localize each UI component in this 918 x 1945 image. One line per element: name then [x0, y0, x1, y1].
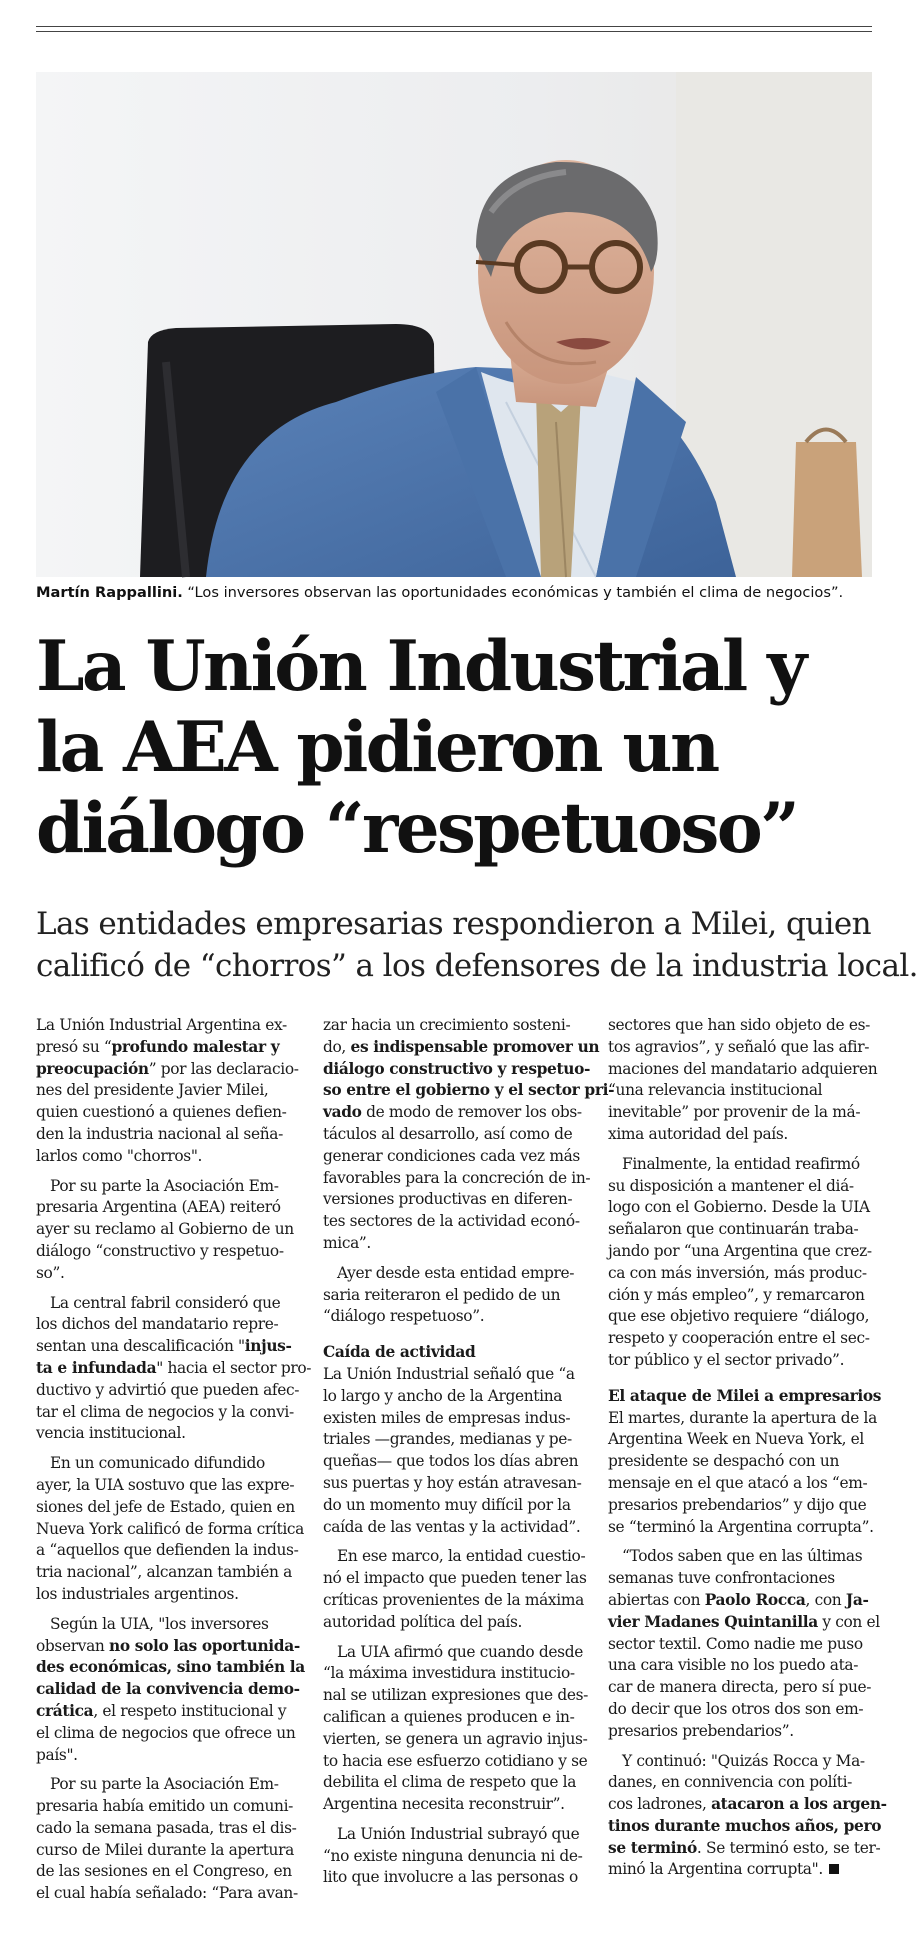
- text-run: autoridad política del país.: [323, 1612, 523, 1631]
- bold-text: ta e infundada: [36, 1358, 157, 1377]
- text-run: presaria había emitido un comuni-: [36, 1797, 294, 1816]
- body-text-line: [36, 1679, 298, 1701]
- text-run: de las sesiones en el Congreso, en: [36, 1862, 292, 1881]
- text-run: tar el clima de negocios y la convi-: [36, 1402, 294, 1421]
- body-text-line: [36, 1614, 298, 1636]
- subheadline: [36, 903, 918, 987]
- body-text-line: [36, 1423, 298, 1445]
- text-run: En ese marco, la entidad cuestio-: [337, 1547, 586, 1566]
- text-run: logo con el Gobierno. Desde la UIA: [608, 1198, 870, 1217]
- body-text-line: [608, 1102, 870, 1124]
- body-text-line: [36, 1519, 304, 1541]
- body-text-line: [608, 1546, 870, 1568]
- body-text-line: [608, 1634, 870, 1656]
- text-run: nó el impacto que pueden tener las: [323, 1569, 587, 1588]
- text-run: que ese objetivo requiere “diálogo,: [608, 1307, 870, 1326]
- body-text-line: [323, 1233, 585, 1255]
- body-text-line: [36, 1584, 298, 1606]
- body-text-line: [608, 1408, 877, 1430]
- body-text-line: [36, 1453, 298, 1475]
- text-run: caída de las ventas y la actividad”.: [323, 1517, 581, 1536]
- bold-text: profundo malestar y: [111, 1037, 280, 1056]
- bold-text: se terminó: [608, 1838, 697, 1857]
- text-run: respeto y cooperación entre el sec-: [608, 1329, 870, 1348]
- text-run: cos ladrones,: [608, 1795, 712, 1814]
- body-text-line: [608, 1568, 870, 1590]
- body-text-line: [36, 1861, 298, 1883]
- end-of-article-mark-icon: [829, 1864, 839, 1874]
- body-text-line: [608, 1429, 870, 1451]
- body-text-line: [36, 1636, 298, 1658]
- body-text-line: [323, 1772, 585, 1794]
- body-text-line: [323, 1729, 588, 1751]
- body-text-line: [36, 1102, 298, 1124]
- bold-text: vado: [323, 1103, 362, 1122]
- body-text-line: [36, 1080, 298, 1102]
- text-run: los industriales argentinos.: [36, 1584, 239, 1603]
- body-column-3: [608, 1015, 887, 1881]
- text-run: , el respeto institucional y: [93, 1701, 287, 1720]
- body-text-line: [608, 1241, 870, 1263]
- body-text-line: [608, 1350, 870, 1372]
- body-text-line: [323, 1059, 591, 1081]
- text-run: " hacia el sector pro-: [156, 1358, 312, 1377]
- body-text-line: [608, 1037, 870, 1059]
- text-run: zar hacia un crecimiento sosteni-: [323, 1016, 571, 1034]
- bold-text: crática: [36, 1701, 94, 1720]
- body-text-line: [323, 1590, 585, 1612]
- portrait-photo-icon: [36, 72, 872, 577]
- body-text-line: [323, 1867, 585, 1889]
- text-run: La Unión Industrial subrayó que: [337, 1824, 580, 1843]
- text-run: Ayer desde esta entidad empre-: [337, 1263, 575, 1282]
- text-run: “la máxima investidura institucio-: [323, 1664, 575, 1683]
- body-column-1: [36, 1015, 312, 1905]
- body-text-line: [36, 1840, 298, 1862]
- body-text-line: [323, 1386, 585, 1408]
- body-text-line: [323, 1306, 585, 1328]
- text-run: Según la UIA, "los inversores: [50, 1614, 269, 1633]
- body-text-line: [36, 1497, 298, 1519]
- body-text-line: [323, 1285, 585, 1307]
- text-run: generar condiciones cada vez más: [323, 1146, 580, 1165]
- body-text-line: [323, 1429, 585, 1451]
- body-text-line: [608, 1772, 870, 1794]
- text-run: “una relevancia institucional: [608, 1081, 823, 1100]
- body-text-line: [36, 1380, 298, 1402]
- text-run: En un comunicado difundido: [50, 1454, 265, 1473]
- text-run: presó su “: [36, 1037, 112, 1056]
- body-text-line: [608, 1655, 870, 1677]
- body-text-line: [36, 1796, 298, 1818]
- bold-text: preocupación: [36, 1059, 149, 1078]
- text-run: lo largo y ancho de la Argentina: [323, 1386, 563, 1405]
- body-text-line: [323, 1685, 588, 1707]
- text-run: siones del jefe de Estado, quien en: [36, 1497, 295, 1516]
- text-run: lito que involucre a las personas o: [323, 1868, 578, 1887]
- bold-text: Paolo Rocca: [704, 1590, 806, 1609]
- text-run: califican a quienes producen e in-: [323, 1707, 575, 1726]
- text-run: queñas— que todos los días abren: [323, 1452, 579, 1471]
- text-run: La central fabril consideró que: [50, 1293, 281, 1312]
- text-run: vierten, se genera un agravio injus-: [323, 1729, 588, 1748]
- body-text-line: [608, 1285, 870, 1307]
- headline-line-1: La Unión Industrial y: [36, 626, 805, 707]
- text-run: Argentina necesita reconstruir”.: [323, 1795, 565, 1814]
- text-run: La Unión Industrial señaló que “a: [323, 1364, 575, 1383]
- text-run: presidente se despachó con un: [608, 1452, 840, 1471]
- text-run: tos agravios”, y señaló que las afir-: [608, 1037, 870, 1056]
- text-run: La Unión Industrial Argentina ex-: [36, 1016, 287, 1034]
- body-text-line: [323, 1495, 585, 1517]
- body-text-line: [36, 1176, 298, 1198]
- body-text-line: [323, 1546, 585, 1568]
- body-text-line: [608, 1517, 874, 1539]
- body-text-line: [36, 1146, 298, 1168]
- text-run: den la industria nacional al seña-: [36, 1124, 283, 1143]
- body-text-line: [36, 1293, 298, 1315]
- body-text-line: [323, 1211, 585, 1233]
- text-run: su disposición a mantener el diá-: [608, 1176, 854, 1195]
- text-run: ca con más inversión, más produc-: [608, 1263, 867, 1282]
- body-text-line: [36, 1475, 298, 1497]
- body-text-line: [36, 1336, 298, 1358]
- text-run: favorables para la concreción de in-: [323, 1168, 591, 1187]
- body-text-line: [608, 1721, 870, 1743]
- text-run: ción y más empleo”, y remarcaron: [608, 1285, 865, 1304]
- text-run: El martes, durante la apertura de la: [608, 1408, 877, 1427]
- body-text-line: [36, 1314, 298, 1336]
- body-text-line: [323, 1568, 585, 1590]
- text-run: sector textil. Como nadie me puso: [608, 1634, 863, 1653]
- body-text-line: [323, 1473, 585, 1495]
- body-text-line: [608, 1219, 870, 1241]
- bold-text: no solo las oportunida-: [109, 1636, 300, 1655]
- body-text-line: [608, 1328, 870, 1350]
- body-text-line: [36, 1015, 298, 1037]
- body-text-line: [36, 1197, 298, 1219]
- body-text-line: [323, 1364, 585, 1386]
- caption-text: “Los inversores observan las oportunidades económicas y también el clima de negocios”.: [182, 584, 844, 601]
- text-run: cado la semana pasada, tras el dis-: [36, 1818, 297, 1837]
- text-run: ayer, la UIA sostuvo que las expre-: [36, 1475, 295, 1494]
- text-run: ” por las declaracio-: [148, 1059, 299, 1078]
- text-run: debilita el clima de respeto que la: [323, 1773, 577, 1792]
- body-text-line: [323, 1080, 615, 1102]
- body-text-line: [323, 1168, 591, 1190]
- bold-text: tinos durante muchos años, pero: [608, 1816, 882, 1835]
- text-run: semanas tuve confrontaciones: [608, 1569, 835, 1588]
- body-text-line: [608, 1816, 882, 1838]
- text-run: quien cuestionó a quienes defien-: [36, 1103, 287, 1122]
- body-text-line: [323, 1451, 585, 1473]
- text-run: car de manera directa, pero sí pue-: [608, 1678, 872, 1697]
- body-text-line: [323, 1612, 585, 1634]
- text-run: xima autoridad del país.: [608, 1124, 788, 1143]
- text-run: “no existe ninguna denuncia ni de-: [323, 1846, 583, 1865]
- body-text-line: [36, 1358, 312, 1380]
- bold-text: vier Madanes Quintanilla: [608, 1612, 818, 1631]
- text-run: curso de Milei durante la apertura: [36, 1840, 294, 1859]
- body-text-line: [36, 1059, 298, 1081]
- text-run: mensaje en el que atacó a los “em-: [608, 1473, 868, 1492]
- text-run: , con: [805, 1590, 846, 1609]
- body-text-line: [323, 1751, 588, 1773]
- body-text-line: [36, 1219, 298, 1241]
- body-text-line: [608, 1263, 870, 1285]
- body-text-line: [323, 1707, 585, 1729]
- body-text-line: [36, 1657, 305, 1679]
- text-run: “diálogo respetuoso”.: [323, 1307, 485, 1326]
- body-text-line: [608, 1699, 870, 1721]
- body-text-line: [608, 1197, 870, 1219]
- text-run: ductivo y advirtió que pueden afec-: [36, 1380, 300, 1399]
- body-text-line: [608, 1124, 870, 1146]
- body-text-line: [323, 1517, 585, 1539]
- body-text-line: [323, 1124, 585, 1146]
- text-run: so”.: [36, 1263, 65, 1282]
- text-run: saria reiteraron el pedido de un: [323, 1285, 561, 1304]
- text-run: vencia institucional.: [36, 1424, 186, 1443]
- text-run: tes sectores de la actividad econó-: [323, 1212, 580, 1231]
- body-text-line: [323, 1663, 585, 1685]
- text-run: tor público y el sector privado”.: [608, 1350, 845, 1369]
- body-text-line: [608, 1495, 870, 1517]
- body-text-line: [323, 1642, 585, 1664]
- text-run: abiertas con: [608, 1590, 705, 1609]
- body-text-line: [608, 1612, 880, 1634]
- text-run: sentan una descalificación ": [36, 1337, 245, 1356]
- body-text-line: [36, 1540, 298, 1562]
- bold-text: so entre el gobierno y el sector pri-: [323, 1081, 615, 1100]
- body-text-line: [323, 1263, 585, 1285]
- text-run: do un momento muy difícil por la: [323, 1495, 571, 1514]
- text-run: señalaron que continuarán traba-: [608, 1220, 859, 1239]
- caption-name: Martín Rappallini.: [36, 584, 183, 601]
- bold-text: Ja-: [845, 1590, 869, 1609]
- photo-caption: [36, 580, 872, 606]
- text-run: do decir que los otros dos son em-: [608, 1699, 864, 1718]
- text-run: maciones del mandatario adquieren: [608, 1059, 878, 1078]
- section-subheading: El ataque de Milei a empresarios: [608, 1386, 882, 1405]
- text-run: triales —grandes, medianas y pe-: [323, 1430, 572, 1449]
- text-run: Finalmente, la entidad reafirmó: [622, 1154, 860, 1173]
- body-text-line: [323, 1037, 600, 1059]
- bold-text: injus-: [244, 1337, 292, 1356]
- bold-text: es indispensable promover un: [350, 1037, 600, 1056]
- text-run: los dichos del mandatario repre-: [36, 1315, 279, 1334]
- body-text-line: [323, 1189, 585, 1211]
- body-text-line: [36, 1745, 298, 1767]
- text-run: Argentina Week en Nueva York, el: [608, 1430, 864, 1449]
- body-text-line: [608, 1176, 870, 1198]
- subheadline-line-2: calificó de “chorros” a los defensores de la industria local.: [36, 948, 918, 984]
- text-run: jando por “una Argentina que crez-: [608, 1241, 872, 1260]
- body-text-line: [323, 1102, 585, 1124]
- body-text-line: [323, 1015, 585, 1037]
- body-text-line: [608, 1838, 881, 1860]
- text-run: mica”.: [323, 1233, 371, 1252]
- headline: [36, 626, 876, 869]
- body-text-line: [36, 1562, 298, 1584]
- body-text-line: [608, 1794, 887, 1816]
- body-text-line: [608, 1080, 870, 1102]
- text-run: país".: [36, 1745, 78, 1764]
- body-text-line: [36, 1263, 298, 1285]
- bold-text: diálogo constructivo y respetuo-: [323, 1059, 591, 1078]
- text-run: ayer su reclamo al Gobierno de un: [36, 1220, 294, 1239]
- bold-text: atacaron a los argen-: [711, 1795, 887, 1814]
- text-run: sus puertas y hoy están atravesan-: [323, 1473, 582, 1492]
- text-run: presaria Argentina (AEA) reiteró: [36, 1198, 281, 1217]
- body-text-line: [323, 1824, 585, 1846]
- body-column-2: [323, 1015, 615, 1889]
- top-rule: [36, 26, 872, 27]
- text-run: nes del presidente Javier Milei,: [36, 1081, 269, 1100]
- body-text-line: [36, 1241, 298, 1263]
- section-subheading: Caída de actividad: [323, 1343, 476, 1362]
- text-run: se “terminó la Argentina corrupta”.: [608, 1517, 874, 1536]
- text-run: nal se utilizan expresiones que des-: [323, 1686, 588, 1705]
- text-run: de modo de remover los obs-: [361, 1103, 582, 1122]
- body-text-line: [608, 1859, 870, 1881]
- subheadline-line-1: Las entidades empresarias respondieron a Milei, quien: [36, 906, 871, 942]
- text-run: presarios prebendarios” y dijo que: [608, 1495, 867, 1514]
- text-run: táculos al desarrollo, así como de: [323, 1124, 573, 1143]
- article-photo: [36, 72, 872, 577]
- text-run: el cual había señalado: “Para avan-: [36, 1884, 298, 1903]
- text-run: a “aquellos que defienden la indus-: [36, 1541, 299, 1560]
- body-text-line: [608, 1154, 870, 1176]
- body-text-line: [36, 1037, 298, 1059]
- body-text-line: [608, 1451, 870, 1473]
- top-rule-second: [36, 31, 872, 32]
- text-run: presarios prebendarios”.: [608, 1721, 794, 1740]
- body-text-line: [608, 1590, 870, 1612]
- text-run: “Todos saben que en las últimas: [622, 1547, 863, 1566]
- text-run: tria nacional”, alcanzan también a: [36, 1563, 292, 1582]
- body-text-line: [608, 1677, 870, 1699]
- bold-text: des económicas, sino también la: [36, 1658, 305, 1677]
- text-run: una cara visible no los puedo ata-: [608, 1656, 859, 1675]
- text-run: observan: [36, 1636, 110, 1655]
- text-run: inevitable” por provenir de la má-: [608, 1103, 861, 1122]
- text-run: minó la Argentina corrupta".: [608, 1860, 823, 1879]
- text-run: críticas provenientes de la máxima: [323, 1590, 584, 1609]
- body-text-line: [323, 1146, 585, 1168]
- body-text-line: [36, 1883, 298, 1905]
- text-run: La UIA afirmó que cuando desde: [337, 1642, 583, 1661]
- text-run: do,: [323, 1037, 351, 1056]
- text-run: Por su parte la Asociación Em-: [50, 1176, 279, 1195]
- text-run: larlos como "chorros".: [36, 1146, 203, 1165]
- body-text-line: [323, 1408, 585, 1430]
- body-text-line: [608, 1473, 870, 1495]
- text-run: Nueva York calificó de forma crítica: [36, 1519, 304, 1538]
- body-text-line: [608, 1751, 870, 1773]
- text-run: sectores que han sido objeto de es-: [608, 1016, 870, 1034]
- body-text-line: [608, 1306, 870, 1328]
- bold-text: calidad de la convivencia demo-: [36, 1680, 300, 1699]
- body-text-line: [36, 1774, 298, 1796]
- text-run: Por su parte la Asociación Em-: [50, 1775, 279, 1794]
- text-run: Y continuó: "Quizás Rocca y Ma-: [622, 1751, 865, 1770]
- body-text-line: [323, 1846, 585, 1868]
- text-run: y con el: [817, 1612, 880, 1631]
- body-text-line: [323, 1794, 585, 1816]
- text-run: diálogo “constructivo y respetuo-: [36, 1241, 284, 1260]
- body-text-line: [608, 1015, 870, 1037]
- body-text-line: [36, 1402, 298, 1424]
- text-run: to hacia ese esfuerzo cotidiano y se: [323, 1751, 588, 1770]
- body-text-line: [36, 1701, 298, 1723]
- text-run: versiones productivas en diferen-: [323, 1190, 573, 1209]
- text-run: danes, en connivencia con políti-: [608, 1773, 853, 1792]
- body-text-line: [36, 1818, 298, 1840]
- text-run: el clima de negocios que ofrece un: [36, 1723, 296, 1742]
- headline-line-3: diálogo “respetuoso”: [36, 788, 798, 869]
- body-text-line: [36, 1124, 298, 1146]
- body-text-line: [36, 1723, 298, 1745]
- body-text-line: [608, 1059, 878, 1081]
- text-run: . Se terminó esto, se ter-: [696, 1838, 881, 1857]
- text-run: existen miles de empresas indus-: [323, 1408, 571, 1427]
- headline-line-2: la AEA pidieron un: [36, 707, 718, 788]
